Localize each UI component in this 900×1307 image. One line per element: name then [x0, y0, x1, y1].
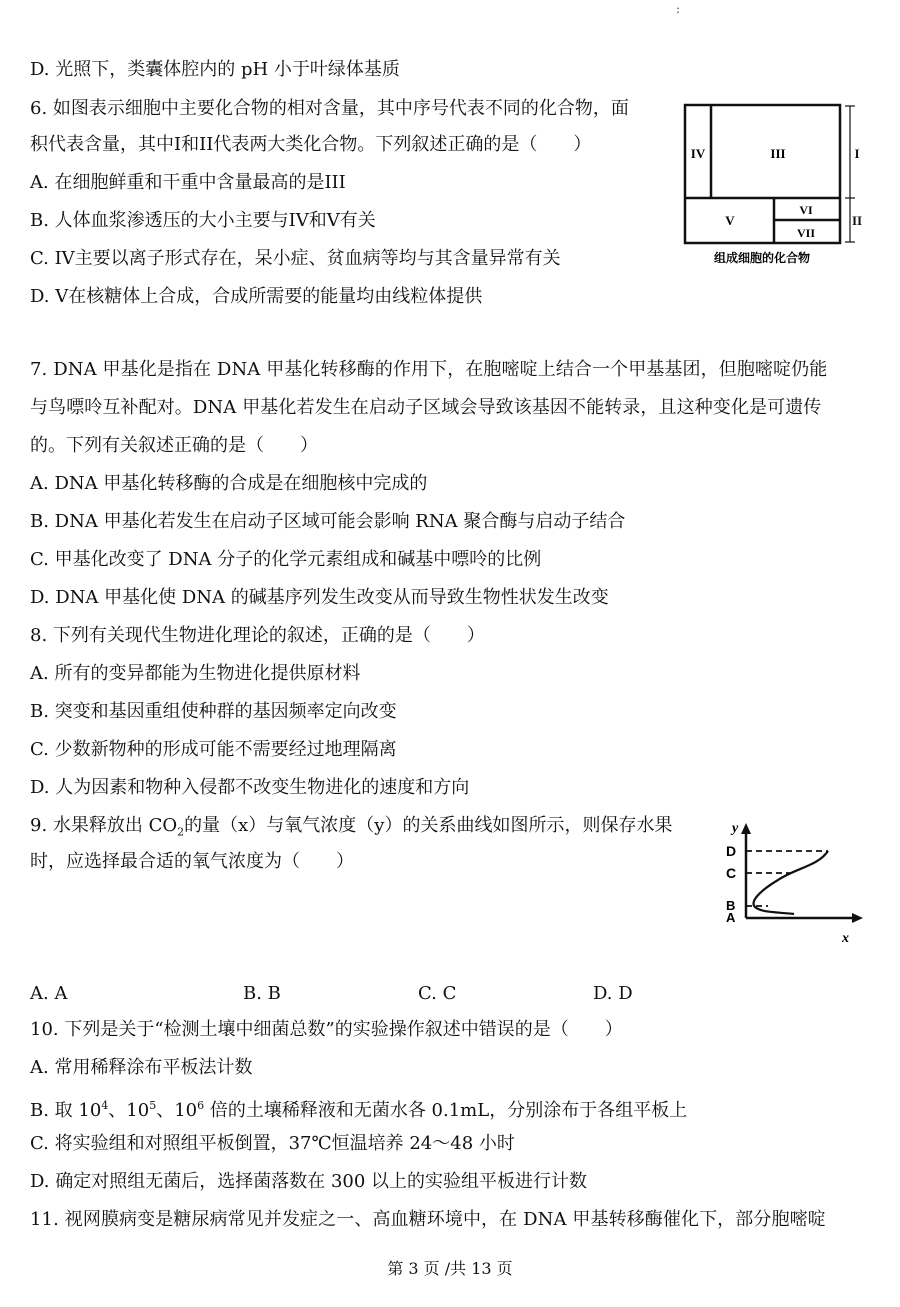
q8-option-d: D. 人为因素和物种入侵都不改变生物进化的速度和方向 [30, 777, 470, 798]
fig-label-iv: IV [690, 146, 706, 161]
q9-option-d: D. D [593, 983, 633, 1004]
q10-b-mid2: 、10 [156, 1100, 198, 1121]
q10-b-exp1: 4 [101, 1099, 109, 1112]
q10-option-a: A. 常用稀释涂布平板法计数 [30, 1057, 253, 1078]
q8-option-c: C. 少数新物种的形成可能不需要经过地理隔离 [30, 739, 397, 760]
fig-label-iii: III [770, 146, 786, 161]
q5-option-d: D. 光照下，类囊体腔内的 pH 小于叶绿体基质 [30, 59, 400, 80]
q7-stem-line2: 与鸟嘌呤互补配对。DNA 甲基化若发生在启动子区域会导致该基因不能转录，且这种变化是可遗传 [30, 397, 822, 418]
fig-point-b: B [726, 898, 736, 913]
fig-label-ii: II [851, 213, 863, 228]
fig-label-vii: VII [796, 226, 816, 240]
q9-stem-sub: 2 [177, 825, 185, 839]
q9-stem-post: 的量（x）与氧气浓度（y）的关系曲线如图所示，则保存水果 [184, 815, 673, 836]
fig-point-c: C [726, 865, 737, 881]
fig-point-d: D [726, 843, 737, 859]
q8-option-a: A. 所有的变异都能为生物进化提供原材料 [30, 663, 361, 684]
corner-mark: : [676, 2, 681, 16]
q10-b-post: 倍的土壤稀释液和无菌水各 0.1mL，分别涂布于各组平板上 [204, 1100, 688, 1121]
q11-stem-line1: 11. 视网膜病变是糖尿病常见并发症之一、高血糖环境中，在 DNA 甲基转移酶催化下，部分胞嘧啶 [30, 1209, 826, 1230]
q9-option-a: A. A [30, 983, 68, 1004]
compound-area-figure [680, 100, 863, 270]
q10-stem: 10. 下列是关于“检测土壤中细菌总数”的实验操作叙述中错误的是（ ） [30, 1019, 623, 1040]
q7-option-c: C. 甲基化改变了 DNA 分子的化学元素组成和碱基中嘌呤的比例 [30, 549, 542, 570]
q10-option-b [30, 1094, 687, 1123]
q6-option-b: B. 人体血浆渗透压的大小主要与IV和V有关 [30, 210, 376, 231]
q9-stem-line2: 时，应选择最合适的氧气浓度为（ ） [30, 851, 354, 872]
q9-stem-pre: 9. 水果释放出 CO [30, 815, 178, 836]
q9-stem-line1 [30, 814, 672, 845]
q6-stem-line1: 6. 如图表示细胞中主要化合物的相对含量，其中序号代表不同的化合物，面 [30, 98, 629, 119]
q9-option-c: C. C [418, 983, 457, 1004]
q10-b-exp2: 5 [149, 1099, 157, 1112]
fig-label-vi: VI [799, 203, 813, 217]
fig-axis-y: y [732, 821, 739, 836]
fig-point-a: A [726, 910, 736, 925]
q7-stem-line3: 的。下列有关叙述正确的是（ ） [30, 435, 318, 456]
q10-option-d: D. 确定对照组无菌后，选择菌落数在 300 以上的实验组平板进行计数 [30, 1171, 588, 1192]
q7-option-b: B. DNA 甲基化若发生在启动子区域可能会影响 RNA 聚合酶与启动子结合 [30, 511, 626, 532]
q9-option-b: B. B [243, 983, 281, 1004]
q7-option-a: A. DNA 甲基化转移酶的合成是在细胞核中完成的 [30, 473, 428, 494]
q6-stem-line2: 积代表含量，其中I和II代表两大类化合物。下列叙述正确的是（ ） [30, 134, 592, 155]
o2-co2-curve-figure [718, 818, 868, 946]
q10-option-c: C. 将实验组和对照组平板倒置，37℃恒温培养 24～48 小时 [30, 1133, 515, 1154]
q8-option-b: B. 突变和基因重组使种群的基因频率定向改变 [30, 701, 397, 722]
fig-caption: 组成细胞的化合物 [713, 251, 811, 265]
page-footer: 第 3 页 /共 13 页 [387, 1259, 513, 1278]
q6-option-a: A. 在细胞鲜重和干重中含量最高的是III [30, 172, 346, 193]
q8-stem: 8. 下列有关现代生物进化理论的叙述，正确的是（ ） [30, 625, 485, 646]
fig-axis-x: x [842, 931, 849, 946]
q10-b-mid1: 、10 [108, 1100, 150, 1121]
q6-option-c: C. IV主要以离子形式存在，呆小症、贫血病等均与其含量异常有关 [30, 248, 561, 269]
q7-option-d: D. DNA 甲基化使 DNA 的碱基序列发生改变从而导致生物性状发生改变 [30, 587, 609, 608]
q10-b-pre: B. 取 10 [30, 1100, 102, 1121]
fig-label-i: I [854, 146, 860, 161]
q10-b-exp3: 6 [197, 1099, 205, 1112]
fig-label-v: V [725, 213, 735, 228]
q6-option-d: D. V在核糖体上合成，合成所需要的能量均由线粒体提供 [30, 286, 483, 307]
q7-stem-line1: 7. DNA 甲基化是指在 DNA 甲基化转移酶的作用下，在胞嘧啶上结合一个甲基基团，但胞嘧啶仍能 [30, 359, 828, 380]
